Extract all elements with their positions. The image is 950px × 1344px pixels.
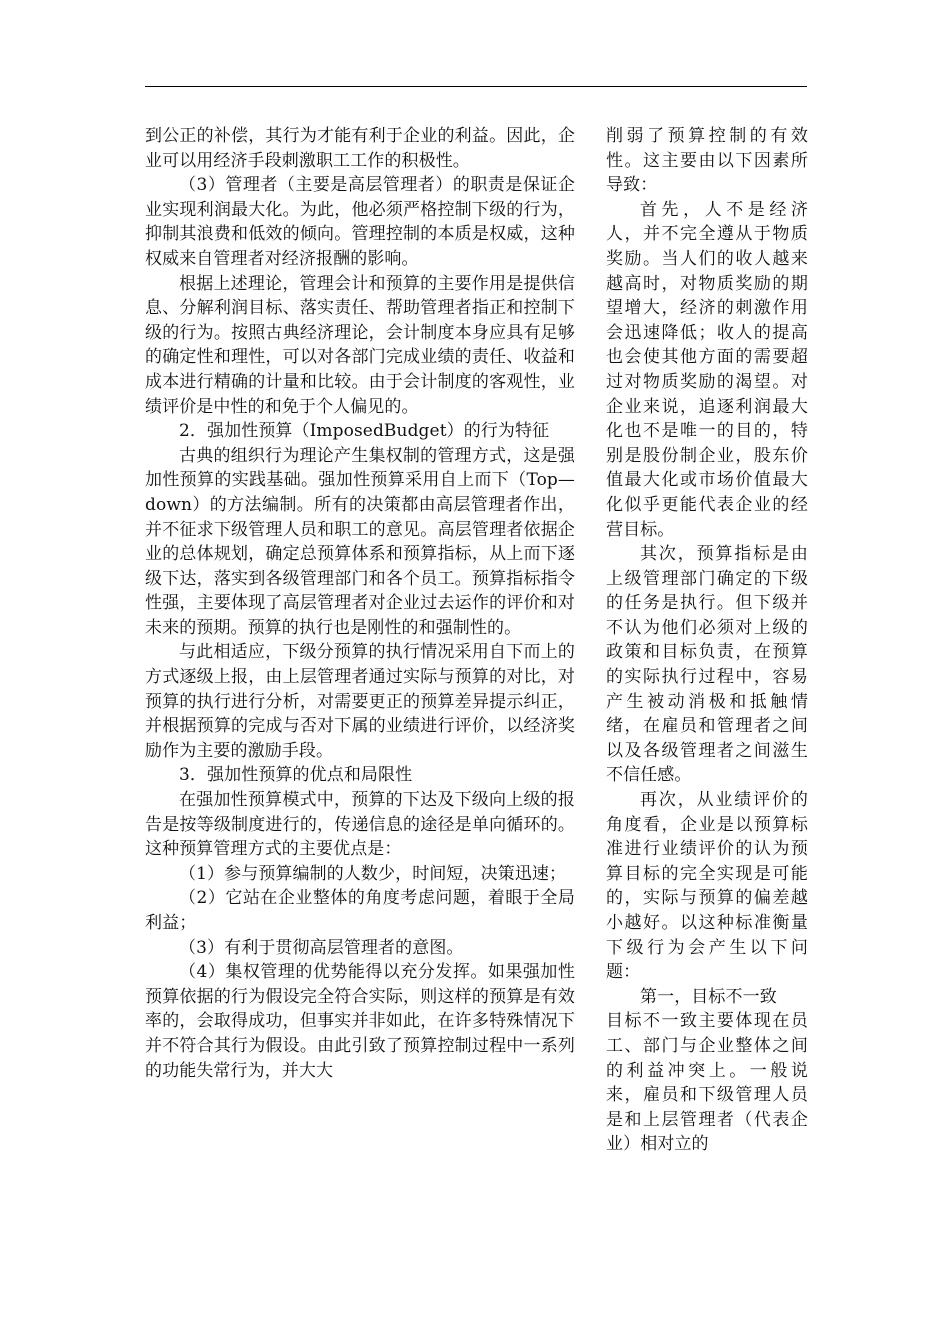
list-item: （3）有利于贯彻高层管理者的意图。 [179,937,464,958]
paragraph: 到公正的补偿，其行为才能有利于企业的利益。因此，企业可以用经济手段刺激职工工作的积极性。 [145,126,575,171]
left-text-column [145,124,575,1083]
list-item: （1）参与预算编制的人数少，时间短，决策迅速； [179,863,567,884]
paragraph: 首先，人不是经济人，并不完全遵从于物质奖励。当人们的收人越来越高时，对物质奖励的期望增大，经济的刺激作用会迅速降低；收人的提高也会使其他方面的需要超过对物质奖励的渴望。对企业来说，追逐利润最大化也不是唯一的目的，特别是股份制企业，股东价值最大化或市场价值最大化似乎更能代表企业的经营目标。 [606,199,808,540]
paragraph: 再次，从业绩评价的角度看，企业是以预算标准进行业绩评价的认为预算目标的完全实现是可能的，实际与预算的偏差越小越好。以这种标准衡量下级行为会产生以下问题： [606,790,808,983]
paragraph: 与此相适应，下级分预算的执行情况采用自下而上的方式逐级上报，由上层管理者通过实际与预算的对比，对预算的执行进行分析，对需要更正的预算差异提示纠正，并根据预算的完成与否对下属的业绩进行评价，以经济奖励作为主要的激励手段。 [145,642,575,761]
paragraph: 在强加性预算模式中，预算的下达及下级向上级的报告是按等级制度进行的，传递信息的途径是单向循环的。这种预算管理方式的主要优点是： [145,790,575,860]
list-item: （2）它站在企业整体的角度考虑问题，着眼于全局利益； [145,888,575,933]
subheading: 第一，目标不一致 [640,986,777,1007]
section-heading: 3．强加性预算的优点和局限性 [179,765,413,786]
paragraph: 目标不一致主要体现在员工、部门与企业整体之间的利益冲突上。一般说来，雇员和下级管理人员是和上层管理者（代表企业）相对立的 [606,1011,808,1155]
section-heading: 2．强加性预算（ImposedBudget）的行为特征 [179,421,550,442]
right-text-column [606,124,808,1157]
paragraph: 根据上述理论，管理会计和预算的主要作用是提供信息、分解利润目标、落实责任、帮助管理者指正和控制下级的行为。按照古典经济理论，会计制度本身应具有足够的确定性和理性，可以对各部门完成业绩的责任、收益和成本进行精确的计量和比较。由于会计制度的客观性，业绩评价是中性的和免于个人偏见的。 [145,273,575,417]
paragraph: 削弱了预算控制的有效性。这主要由以下因素所导致： [606,126,808,196]
paragraph: 其次，预算指标是由上级管理部门确定的下级的任务是执行。但下级并不认为他们必须对上级的政策和目标负责，在预算的实际执行过程中，容易产生被动消极和抵触情绪，在雇员和管理者之间以及各级管理者之间滋生不信任感。 [606,544,808,786]
list-item: （4）集权管理的优势能得以充分发挥。如果强加性预算依据的行为假设完全符合实际，则这样的预算是有效率的，会取得成功，但事实并非如此，在许多特殊情况下并不符合其行为假设。由此引致了预算控制过程中一系列的功能失常行为，并大大 [145,962,575,1081]
paragraph: 古典的组织行为理论产生集权制的管理方式，这是强加性预算的实践基础。强加性预算采用自上而下（Top—down）的方法编制。所有的决策都由高层管理者作出，并不征求下级管理人员和职工的意见。高层管理者依据企业的总体规划，确定总预算体系和预算指标，从上而下逐级下达，落实到各级管理部门和各个员工。预算指标指令性强，主要体现了高层管理者对企业过去运作的评价和对未来的预期。预算的执行也是刚性的和强制性的。 [145,445,575,638]
paragraph: （3）管理者（主要是高层管理者）的职责是保证企业实现利润最大化。为此，他必须严格控制下级的行为，抑制其浪费和低效的倾向。管理控制的本质是权威，这种权威来自管理者对经济报酬的影响。 [145,175,575,269]
header-rule [145,86,807,87]
